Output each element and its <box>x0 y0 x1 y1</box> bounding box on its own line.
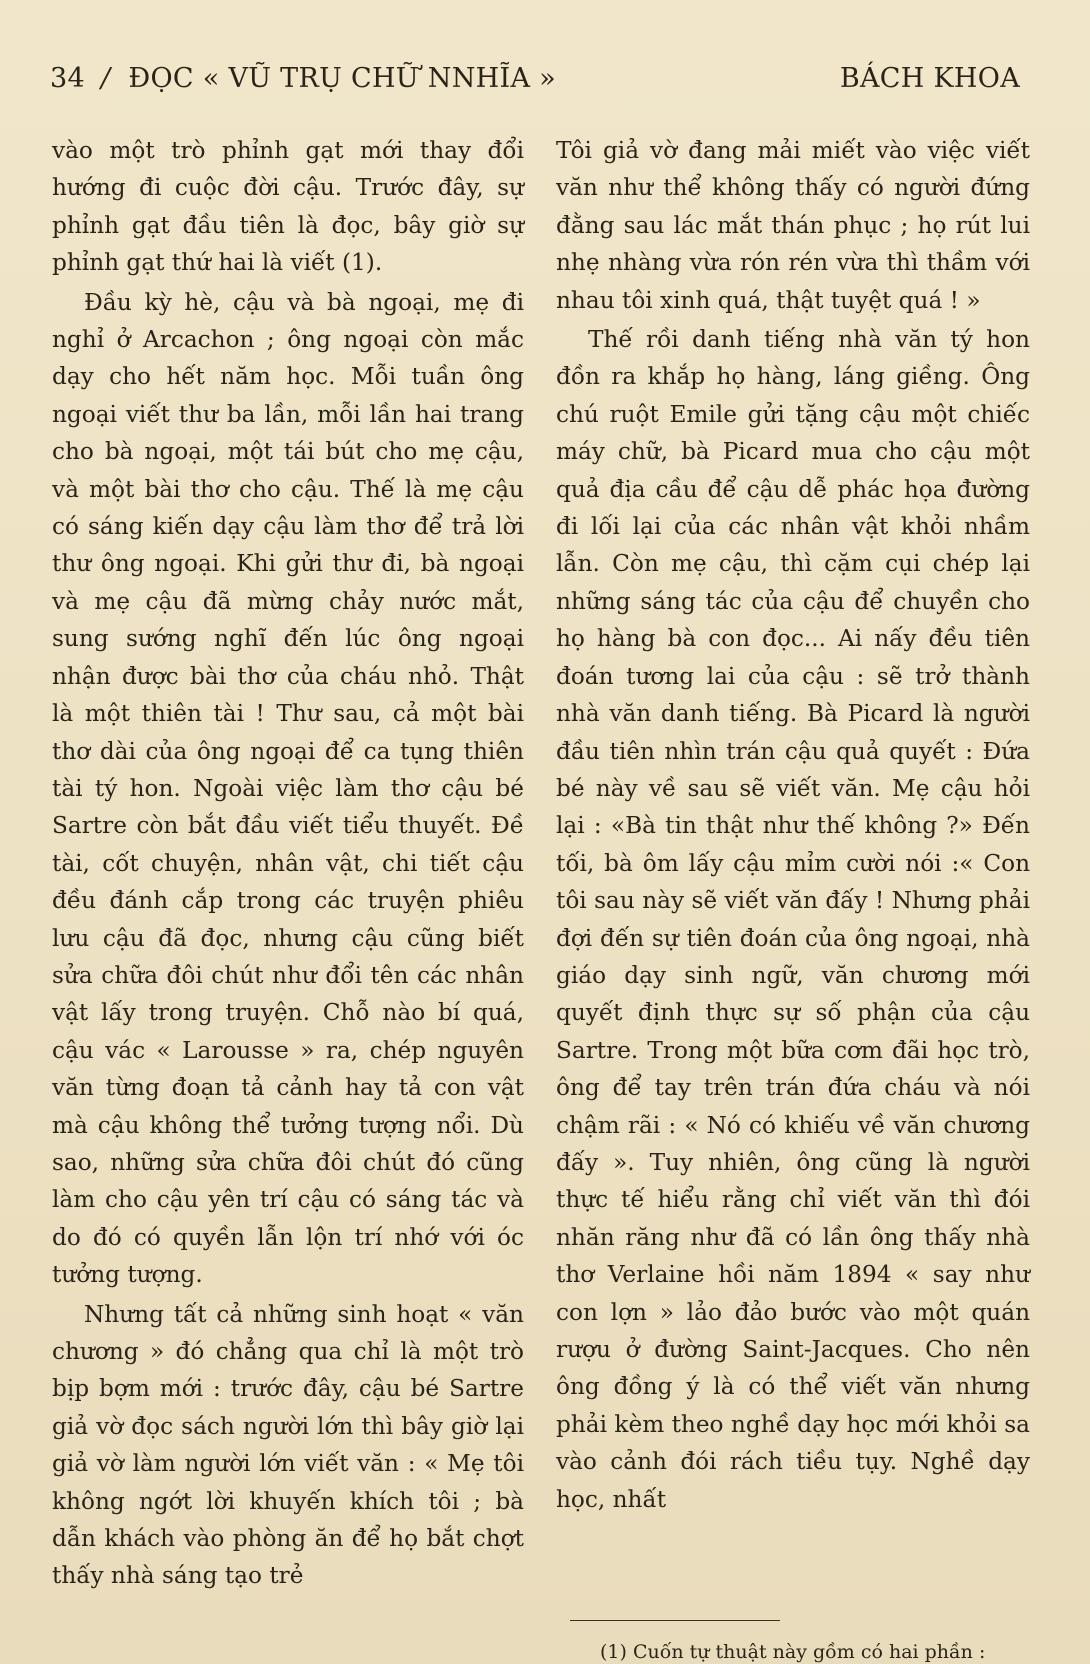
paragraph: Tôi giả vờ đang mải miết vào việc viết văn như thể không thấy có người đứng đằng sau lác mắt thán phục ; họ rút lui nhẹ nhàng vừa rón rén vừa thì thầm với nhau tôi xinh quá, thật tuyệt quá ! » <box>556 137 1030 314</box>
footnote-rule <box>570 1620 780 1621</box>
article-title: ĐỌC « VŨ TRỤ CHỮ NNHĨA » <box>128 62 556 94</box>
header-separator: / <box>100 62 111 94</box>
magazine-name: BÁCH KHOA <box>839 62 1020 94</box>
paragraph: Nhưng tất cả những sinh hoạt « văn chương » đó chẳng qua chỉ là một trò bịp bợm mới : trước đây, cậu bé Sartre giả vờ đọc sách người lớn thì bây giờ lại giả vờ làm người lớn viết văn : « Mẹ tôi không ngớt lời khuyến khích tôi ; bà dẫn khách vào phòng ăn để họ bắt chợt thấy nhà sáng tạo trẻ <box>52 1300 524 1590</box>
footnote: (1) Cuốn tự thuật này gồm có hai phần : <box>600 1641 986 1663</box>
running-header <box>50 58 1020 98</box>
left-column <box>52 132 524 1595</box>
paragraph: Thế rồi danh tiếng nhà văn tý hon đồn ra khắp họ hàng, láng giềng. Ông chú ruột Emile gửi tặng cậu một chiếc máy chữ, bà Picard mua cho cậu một quả địa cầu để cậu dễ phác họa đường đi lối lại của các nhân vật khỏi nhầm lẫn. Còn mẹ cậu, thì cặm cụi chép lại những sáng tác của cậu để chuyền cho họ hàng bà con đọc... Ai nấy đều tiên đoán tương lai của cậu : sẽ trở thành nhà văn danh tiếng. Bà Picard là người đầu tiên nhìn trán cậu quả quyết : Đứa bé này về sau sẽ viết văn. Mẹ cậu hỏi lại : «Bà tin thật như thế không ?» Đến tối, bà ôm lấy cậu mỉm cười nói :« Con tôi sau này sẽ viết văn đấy ! Nhưng phải đợi đến sự tiên đoán của ông ngoại, nhà giáo dạy sinh ngữ, văn chương mới quyết định thực sự số phận của cậu Sartre. Trong một bữa cơm đãi học trò, ông để tay trên trán đứa cháu và nói chậm rãi : « Nó có khiếu về văn chương đấy ». Tuy nhiên, ông cũng là người thực tế hiểu rằng chỉ viết văn thì đói nhăn răng như đã có lần ông thấy nhà thơ Verlaine hồi năm 1894 « say như con lợn » lảo đảo bước vào một quán rượu ở đường Saint-Jacques. Cho nên ông đồng ý là có thể viết văn nhưng phải kèm theo nghề dạy học mới khỏi sa vào cảnh đói rách tiều tụy. Nghề dạy học, nhất <box>556 326 1030 1513</box>
paragraph: vào một trò phỉnh gạt mới thay đổi hướng đi cuộc đời cậu. Trước đây, sự phỉnh gạt đầu tiên là đọc, bây giờ sự phỉnh gạt thứ hai là viết (1). <box>52 137 524 277</box>
right-column <box>556 132 1030 1518</box>
page-number: 34 <box>50 62 85 94</box>
paragraph: Đầu kỳ hè, cậu và bà ngoại, mẹ đi nghỉ ở Arcachon ; ông ngoại còn mắc dạy cho hết năm học. Mỗi tuần ông ngoại viết thư ba lần, mỗi lần hai trang cho bà ngoại, một tái bút cho mẹ cậu, và một bài thơ cho cậu. Thế là mẹ cậu có sáng kiến dạy cậu làm thơ để trả lời thư ông ngoại. Khi gửi thư đi, bà ngoại và mẹ cậu đã mừng chảy nước mắt, sung sướng nghĩ đến lúc ông ngoại nhận được bài thơ của cháu nhỏ. Thật là một thiên tài ! Thư sau, cả một bài thơ dài của ông ngoại để ca tụng thiên tài tý hon. Ngoài việc làm thơ cậu bé Sartre còn bắt đầu viết tiểu thuyết. Đề tài, cốt chuyện, nhân vật, chi tiết cậu đều đánh cắp trong các truyện phiêu lưu cậu đã đọc, nhưng cậu cũng biết sửa chữa đôi chút như đổi tên các nhân vật lấy trong truyện. Chỗ nào bí quá, cậu vác « Larousse » ra, chép nguyên văn từng đoạn tả cảnh hay tả con vật mà cậu không thể tưởng tượng nổi. Dù sao, những sửa chữa đôi chút đó cũng làm cho cậu yên trí cậu có sáng tác và do đó có quyền lẫn lộn trí nhớ với óc tưởng tượng. <box>52 288 524 1289</box>
